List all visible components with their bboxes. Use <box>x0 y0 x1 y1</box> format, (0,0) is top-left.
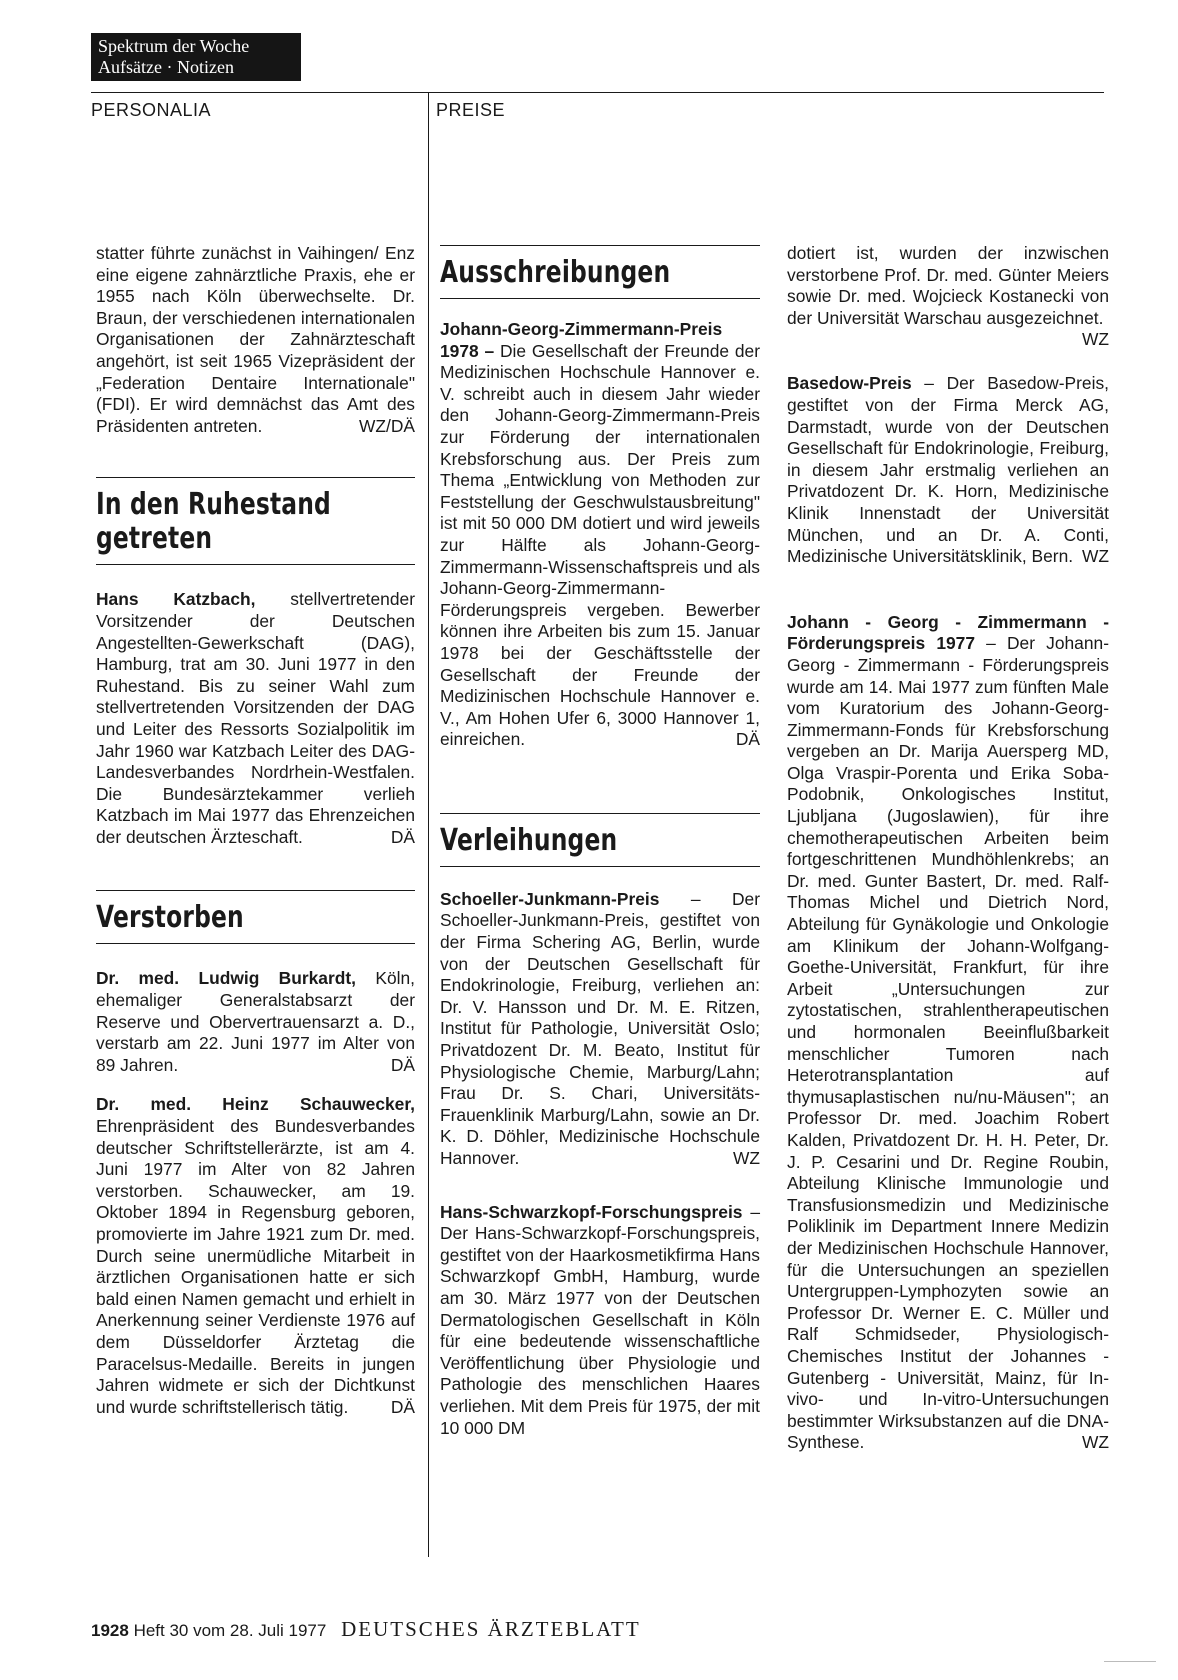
article-paragraph: Johann-Georg-Zimmermann-Preis 1978 – Die Gesellschaft der Freunde der Medizinischen Hochschule Hannover e. V. schreibt auch in diesem Jahr wieder den Johann-Georg-Zimmermann-Preis zur Förderung der internationalen Krebsforschung aus. Der Preis zum Thema „Entwicklung von Methoden zur Feststellung der Geschwulstausbreitung" ist mit 50 000 DM dotiert und wird jeweils zur Hälfte als Johann-Georg-Zimmermann-Wissenschaftspreis und als Johann-Georg-Zimmermann-Förderungspreis vergeben. Bewerber können ihre Arbeiten bis zum 15. Januar 1978 bei der Geschäftsstelle der Gesellschaft der Freunde der Medizinischen Hochschule Hannover e. V., Am Hohen Ufer 6, 3000 Hannover 1, einreichen. DÄ <box>440 319 760 750</box>
person-name: Dr. med. Ludwig Burkardt, <box>96 968 356 989</box>
column-preise-right <box>787 243 1109 1454</box>
author-signature: DÄ <box>390 1054 415 1075</box>
author-signature: DÄ <box>390 1396 415 1417</box>
prize-name: Johann - Georg - Zimmermann - Förderungspreis 1977 <box>787 611 1109 654</box>
prize-name: Johann-Georg-Zimmermann-Preis 1978 – <box>440 319 723 361</box>
prize-name: Basedow-Preis <box>787 373 912 394</box>
article-paragraph: Dr. med. Heinz Schauwecker, Ehrenpräsident des Bundesverbandes deutscher Schriftstellerärzte, ist am 4. Juni 1977 im Alter von 82 Jahren verstorben. Schauwecker, am 19. Oktober 1894 in Regensburg geboren, promovierte im Jahre 1921 zum Dr. med. Durch seine unermüdliche Mitarbeit in ärztlichen Organisationen hatte er sich bald einen Namen gemacht und erhielt in Anerkennung seiner Verdienste 1976 auf dem Düsseldorfer Ärztetag die Paracelsus-Medaille. Bereits in jungen Jahren widmete er sich der Dichtkunst und wurde schriftstellerisch tätig. DÄ <box>96 1094 415 1417</box>
author-signature: WZ <box>1081 546 1109 567</box>
column-divider <box>428 92 429 1557</box>
article-paragraph: Schoeller-Junkmann-Preis – Der Schoeller-Junkmann-Preis, gestiftet von der Firma Schering AG, Berlin, wurde von der Deutschen Gesellschaft für Endokrinologie, Freiburg, verliehen an: Dr. V. Hansson und Dr. M. E. Ritzen, Institut für Pathologie, Universität Oslo; Privatdozent Dr. M. Beato, Institut für Physiologische Chemie, Marburg/Lahn; Frau Dr. S. Chari, Universitäts-Frauenklinik Marburg/Lahn, sowie an Dr. K. D. Döhler, Medizinische Hochschule Hannover. WZ <box>440 888 760 1168</box>
article-paragraph: Hans-Schwarzkopf-Forschungspreis – Der Hans-Schwarzkopf-Forschungspreis, gestiftet von der Haarkosmetikfirma Hans Schwarzkopf GmbH, Hamburg, wurde am 30. März 1977 von der Deutschen Dermatologischen Gesellschaft in Köln für eine bedeutende wissenschaftliche Veröffentlichung über Physiologie und Pathologie des menschlichen Haares verliehen. Mit dem Preis für 1975, der mit 10 000 DM <box>440 1201 760 1438</box>
heading-ruhestand: In den Ruhestand getreten <box>96 487 331 557</box>
article-paragraph: Dr. med. Ludwig Burkardt, Köln, ehemaliger Generalstabsarzt der Reserve und Obervertrauensarzt a. D., verstarb am 22. Juni 1977 im Alter von 89 Jahren. DÄ <box>96 968 415 1075</box>
article-paragraph: Johann - Georg - Zimmermann - Förderungspreis 1977 – Der Johann-Georg - Zimmermann - Förderungspreis wurde am 14. Mai 1977 zum fünften Male vom Kuratorium des Johann-Georg-Zimmermann-Fonds für Krebsforschung vergeben an Dr. Marija Auersperg MD, Olga Vraspir-Porenta und Erika Soba-Podobnik, Onkologisches Institut, Ljubljana (Jugoslawien), für ihre chemotherapeutischen Arbeiten beim fortgeschrittenen Mundhöhlenkrebs; an Dr. med. Gunter Bastert, Dr. med. Ralf-Thomas Michel und Dietrich Nord, Abteilung für Gynäkologie und Onkologie am Klinikum der Johann-Wolfgang-Goethe-Universität, Frankfurt, für ihre Arbeit „Untersuchungen zur zytostatischen, strahlentherapeutischen und hormonalen Beeinflußbarkeit menschlicher Tumoren nach Heterotransplantation auf thymusaplastischen nu/nu-Mäusen"; an Professor Dr. med. Joachim Robert Kalden, Privatdozent Dr. H. H. Peter, Dr. J. P. Cesarini und Dr. Regine Roubin, Abteilung Klinische Immunologie und Transfusionsmedizin und Medizinische Poliklinik im Department Innere Medizin der Medizinischen Hochschule Hannover, für die Untersuchungen an speziellen Untergruppen-Lymphozyten sowie an Professor Dr. Werner E. C. Müller und Ralf Schmidseder, Physiologisch-Chemisches Institut der Johannes - Gutenberg - Universität, Mainz, für In-vivo- und In-vitro-Untersuchungen bestimmter Wirksubstanzen auf die DNA-Synthese. WZ <box>787 611 1109 1453</box>
author-signature: WZ <box>732 1148 760 1168</box>
heading-verstorben: Verstorben <box>96 900 244 936</box>
article-paragraph: Basedow-Preis – Der Basedow-Preis, gestiftet von der Firma Merck AG, Darmstadt, wurde von der Deutschen Gesellschaft für Endokrinologie, Freiburg, in diesem Jahr erstmalig verliehen an Privatdozent Dr. K. Horn, Medizinische Klinik Innenstadt der Universität München, und an Dr. A. Conti, Medizinische Universitätsklinik, Bern. WZ <box>787 373 1109 567</box>
section-tag-line2: Aufsätze · Notizen <box>98 57 234 77</box>
page-footer <box>91 1617 641 1642</box>
author-signature: WZ <box>1081 329 1109 350</box>
column-preise-left <box>440 243 760 1439</box>
heading-verleihungen: Verleihungen <box>440 822 618 858</box>
heading-ausschreibungen: Ausschreibungen <box>440 255 671 290</box>
section-tag-box <box>91 33 301 81</box>
article-paragraph: statter führte zunächst in Vaihingen/ Enz eine eigene zahnärztliche Praxis, ehe er 1955 nach Köln überwechselte. Dr. Braun, der verschiedenen internationalen Organisationen der Zahnärzteschaft angehört, ist seit 1965 Vizepräsident der „Federation Dentaire Internationale" (FDI). Er wird demnächst das Amt des Präsidenten antreten. WZ/DÄ <box>96 243 415 436</box>
magazine-title: DEUTSCHES ÄRZTEBLATT <box>341 1617 641 1641</box>
section-label-preise: PREISE <box>436 100 506 120</box>
author-signature: WZ <box>1081 1432 1109 1453</box>
author-signature: DÄ <box>390 826 415 847</box>
person-name: Hans Katzbach, <box>96 589 256 610</box>
section-tag-line1: Spektrum der Woche <box>98 36 250 56</box>
issue-info: Heft 30 vom 28. Juli 1977 <box>133 1621 327 1640</box>
author-signature: DÄ <box>735 729 760 750</box>
prize-name: Hans-Schwarzkopf-Forschungspreis <box>440 1201 743 1222</box>
section-label-personalia: PERSONALIA <box>91 100 212 120</box>
top-rule <box>91 92 1104 93</box>
column-personalia <box>96 243 415 1418</box>
article-paragraph: Hans Katzbach, stellvertretender Vorsitzender der Deutschen Angestellten-Gewerkschaft (DAG), Hamburg, trat am 30. Juni 1977 in den Ruhestand. Bis zu seiner Wahl zum stellvertretenden Vorsitzenden der DAG und Leiter des Ressorts Sozialpolitik im Jahr 1960 war Katzbach Leiter des DAG-Landesverbandes Nordrhein-Westfalen. Die Bundesärztekammer verlieh Katzbach im Mai 1977 das Ehrenzeichen der deutschen Ärzteschaft. DÄ <box>96 589 415 847</box>
prize-name: Schoeller-Junkmann-Preis <box>440 888 660 909</box>
article-paragraph: dotiert ist, wurden der inzwischen verstorbene Prof. Dr. med. Günter Meiers sowie Dr. med. Wojcieck Kostanecki von der Universität Warschau ausgezeichnet. WZ <box>787 243 1109 350</box>
scan-mark <box>1104 1661 1156 1662</box>
page-number: 1928 <box>91 1621 129 1640</box>
author-signature: WZ/DÄ <box>358 415 415 436</box>
person-name: Dr. med. Heinz Schauwecker, <box>96 1094 415 1115</box>
